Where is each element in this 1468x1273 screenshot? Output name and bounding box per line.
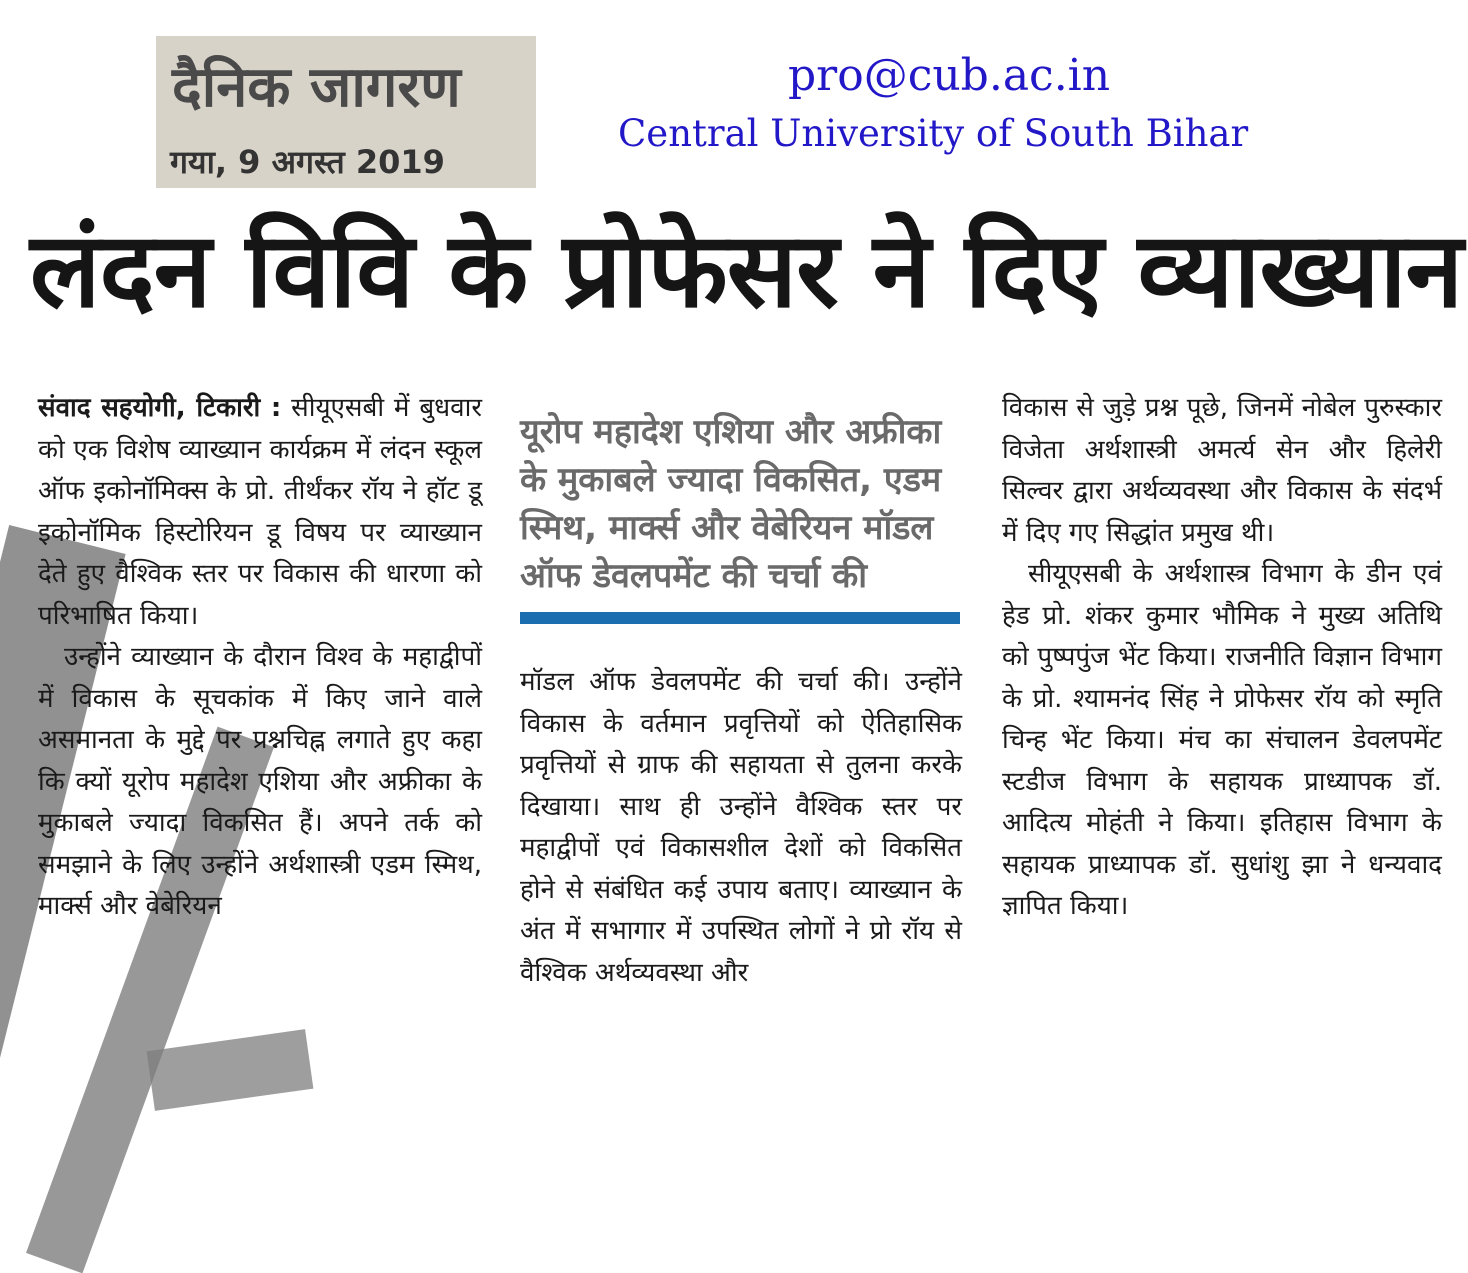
decorative-stripe	[147, 1029, 314, 1111]
pull-quote: यूरोप महादेश एशिया और अफ्रीका के मुकाबले ज्यादा विकसित, एडम स्मिथ, मार्क्स और वेबेरियन मॉडल ऑफ डेवलपमेंट की चर्चा की	[520, 412, 942, 596]
article-column-right	[1002, 388, 1442, 928]
byline: संवाद सहयोगी, टिकारी :	[38, 393, 282, 423]
article-headline: लंदन विवि के प्रोफेसर ने दिए व्याख्यान	[30, 209, 1463, 331]
article-paragraph: विकास से जुड़े प्रश्न पूछे, जिनमें नोबेल पुरुस्कार विजेता अर्थशास्त्री अमर्त्य सेन और हिलेरी सिल्वर द्वारा अर्थव्यवस्था और विकास के संदर्भ में दिए गए सिद्धांत प्रमुख थी।	[1002, 393, 1442, 548]
paragraph-text: सीयूएसबी में बुधवार को एक विशेष व्याख्यान कार्यक्रम में लंदन स्कूल ऑफ इकोनॉमिक्स के प्रो. तीर्थंकर रॉय ने हॉट डू इकोनॉमिक हिस्टोरियन डू विषय पर व्याख्यान देते हुए वैश्विक स्तर पर विकास की धारणा को परिभाषित किया।	[38, 393, 482, 631]
article-column-middle	[520, 662, 962, 994]
article-paragraph	[38, 388, 482, 637]
university-name: Central University of South Bihar	[618, 112, 1249, 155]
article-paragraph: उन्होंने व्याख्यान के दौरान विश्व के महाद्वीपों में विकास के सूचकांक में किए जाने वाले असमानता के मुद्दे पर प्रश्नचिह्न लगाते हुए कहा कि क्यों यूरोप महादेश एशिया और अफ्रीका के मुकाबले ज्यादा विकसित हैं। अपने तर्क को समझाने के लिए उन्होंने अर्थशास्त्री एडम स्मिथ, मार्क्स और वेबेरियन	[38, 642, 482, 921]
article-paragraph: मॉडल ऑफ डेवलपमेंट की चर्चा की। उन्होंने विकास के वर्तमान प्रवृत्तियों को ऐतिहासिक प्रवृत्तियों से ग्राफ की सहायता से तुलना करके दिखाया। साथ ही उन्होंने वैश्विक स्तर पर महाद्वीपों एवं विकासशील देशों को विकसित होने से संबंधित कई उपाय बताए। व्याख्यान के अंत में सभागार में उपस्थित लोगों ने प्रो रॉय से वैश्विक अर्थव्यवस्था और	[520, 667, 962, 988]
contact-email: pro@cub.ac.in	[788, 50, 1111, 101]
edition-date: गया, 9 अगस्त 2019	[170, 143, 445, 181]
newspaper-name: दैनिक जागरण	[172, 55, 461, 120]
pull-quote-rule	[520, 612, 960, 624]
article-column-left	[38, 388, 482, 928]
newspaper-masthead	[156, 36, 536, 188]
article-paragraph: सीयूएसबी के अर्थशास्त्र विभाग के डीन एवं हेड प्रो. शंकर कुमार भौमिक ने मुख्य अतिथि को पुष्पपुंज भेंट किया। राजनीति विज्ञान विभाग के प्रो. श्यामनंद सिंह ने प्रोफेसर रॉय को स्मृति चिन्ह भेंट किया। मंच का संचालन डेवलपमेंट स्टडीज विभाग के सहायक प्राध्यापक डॉ. आदित्य मोहंती ने किया। इतिहास विभाग के सहायक प्राध्यापक डॉ. सुधांशु झा ने धन्यवाद ज्ञापित किया।	[1002, 559, 1442, 921]
